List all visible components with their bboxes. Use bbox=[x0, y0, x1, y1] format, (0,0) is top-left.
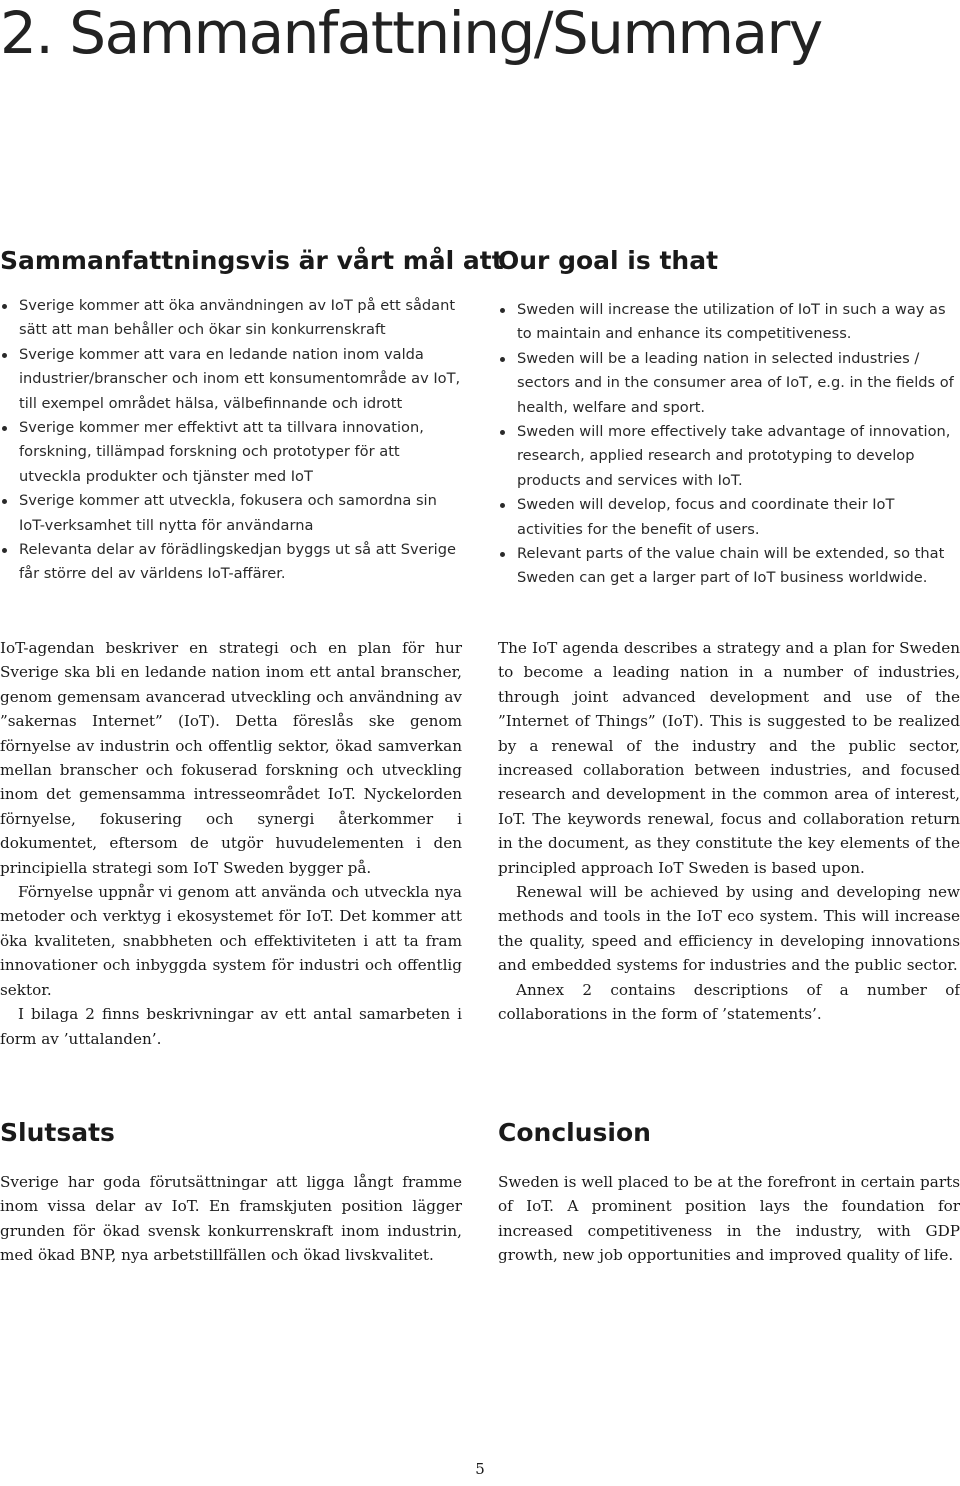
swedish-goal-item: Sverige kommer mer effektivt att ta tillvara innovation, forskning, tillämpad forskning och prototyper för att utveckla produkter och tjänster med IoT bbox=[0, 416, 462, 489]
swedish-goal-item: Relevanta delar av förädlingskedjan byggs ut så att Sverige får större del av världens IoT-affärer. bbox=[0, 538, 462, 587]
english-conclusion-heading: Conclusion bbox=[498, 1118, 651, 1147]
swedish-goal-list bbox=[0, 294, 462, 587]
swedish-conclusion-text: Sverige har goda förutsättningar att ligga långt framme inom vissa delar av IoT. En framskjuten position lägger grunden för ökad svensk konkurrenskraft inom industrin, med ökad BNP, nya arbetstillfällen och ökad livskvalitet. bbox=[0, 1173, 462, 1265]
english-goal-item: Sweden will be a leading nation in selected industries / sectors and in the consumer area of IoT, e.g. in the fields of health, welfare and sport. bbox=[498, 347, 960, 420]
english-goal-section bbox=[498, 246, 960, 276]
swedish-paragraph: I bilaga 2 finns beskrivningar av ett antal samarbeten i form av ’uttalanden’. bbox=[0, 1005, 462, 1048]
swedish-body bbox=[0, 636, 462, 1051]
english-conclusion-section bbox=[498, 1118, 960, 1148]
page-number: 5 bbox=[475, 1460, 485, 1478]
english-goal-item: Sweden will develop, focus and coordinate their IoT activities for the benefit of users. bbox=[498, 493, 960, 542]
swedish-goal-item: Sverige kommer att vara en ledande nation inom valda industrier/branscher och inom ett konsumentområde av IoT, till exempel området hälsa, välbefinnande och idrott bbox=[0, 343, 462, 416]
english-body bbox=[498, 636, 960, 1027]
english-paragraph: Renewal will be achieved by using and developing new methods and tools in the IoT eco system. This will increase the quality, speed and efficiency in developing innovations and embedded systems for industries and the public sector. bbox=[498, 883, 960, 975]
swedish-goal-item: Sverige kommer att utveckla, fokusera och samordna sin IoT-verksamhet till nytta för användarna bbox=[0, 489, 462, 538]
swedish-paragraph: IoT-agendan beskriver en strategi och en plan för hur Sverige ska bli en ledande nation inom ett antal branscher, genom gemensam avancerad utveckling och användning av ”sakernas Internet” (IoT). Detta föreslås ske genom förnyelse av industrin och offentlig sektor, ökad samverkan mellan branscher och fokuserad forskning och utveckling inom det gemensamma intresseområdet IoT. Nyckelorden förnyelse, fokusering och synergi återkommer i dokumentet, eftersom de utgör huvudelementen i den principiella strategi som IoT Sweden bygger på. bbox=[0, 639, 462, 877]
swedish-paragraph: Förnyelse uppnår vi genom att använda och utveckla nya metoder och verktyg i ekosystemet för IoT. Det kommer att öka kvaliteten, snabbheten och effektiviteten i att ta fram innovationer och inbyggda system för industri och offentlig sektor. bbox=[0, 883, 462, 999]
swedish-conclusion-section bbox=[0, 1118, 462, 1148]
swedish-goal-item: Sverige kommer att öka användningen av IoT på ett sådant sätt att man behåller och ökar sin konkurrenskraft bbox=[0, 294, 462, 343]
english-goal-heading: Our goal is that bbox=[498, 246, 719, 275]
swedish-goal-section bbox=[0, 246, 504, 276]
english-goal-item: Relevant parts of the value chain will be extended, so that Sweden can get a larger part of IoT business worldwide. bbox=[498, 542, 960, 591]
english-goal-list bbox=[498, 298, 960, 591]
page-title: 2. Sammanfattning/Summary bbox=[0, 0, 822, 67]
english-paragraph: The IoT agenda describes a strategy and a plan for Sweden to become a leading nation in a number of industries, through joint advanced development and use of the ”Internet of Things” (IoT). This is suggested to be realized by a renewal of the industry and the public sector, increased collaboration between industries, and focused research and development in the common area of interest, IoT. The keywords renewal, focus and collaboration return in the document, as they constitute the key elements of the principled approach IoT Sweden is based upon. bbox=[498, 639, 960, 877]
english-goal-item: Sweden will increase the utilization of IoT in such a way as to maintain and enhance its competitiveness. bbox=[498, 298, 960, 347]
english-paragraph: Annex 2 contains descriptions of a number of collaborations in the form of ’statements’. bbox=[498, 980, 960, 1024]
english-conclusion-text: Sweden is well placed to be at the forefront in certain parts of IoT. A prominent position lays the foundation for increased competitiveness in the industry, with GDP growth, new job opportunities and improved quality of life. bbox=[498, 1173, 960, 1265]
swedish-goal-heading: Sammanfattningsvis är vårt mål att bbox=[0, 246, 504, 275]
swedish-conclusion-heading: Slutsats bbox=[0, 1118, 115, 1147]
english-goal-item: Sweden will more effectively take advantage of innovation, research, applied research and prototyping to develop products and services with IoT. bbox=[498, 420, 960, 493]
